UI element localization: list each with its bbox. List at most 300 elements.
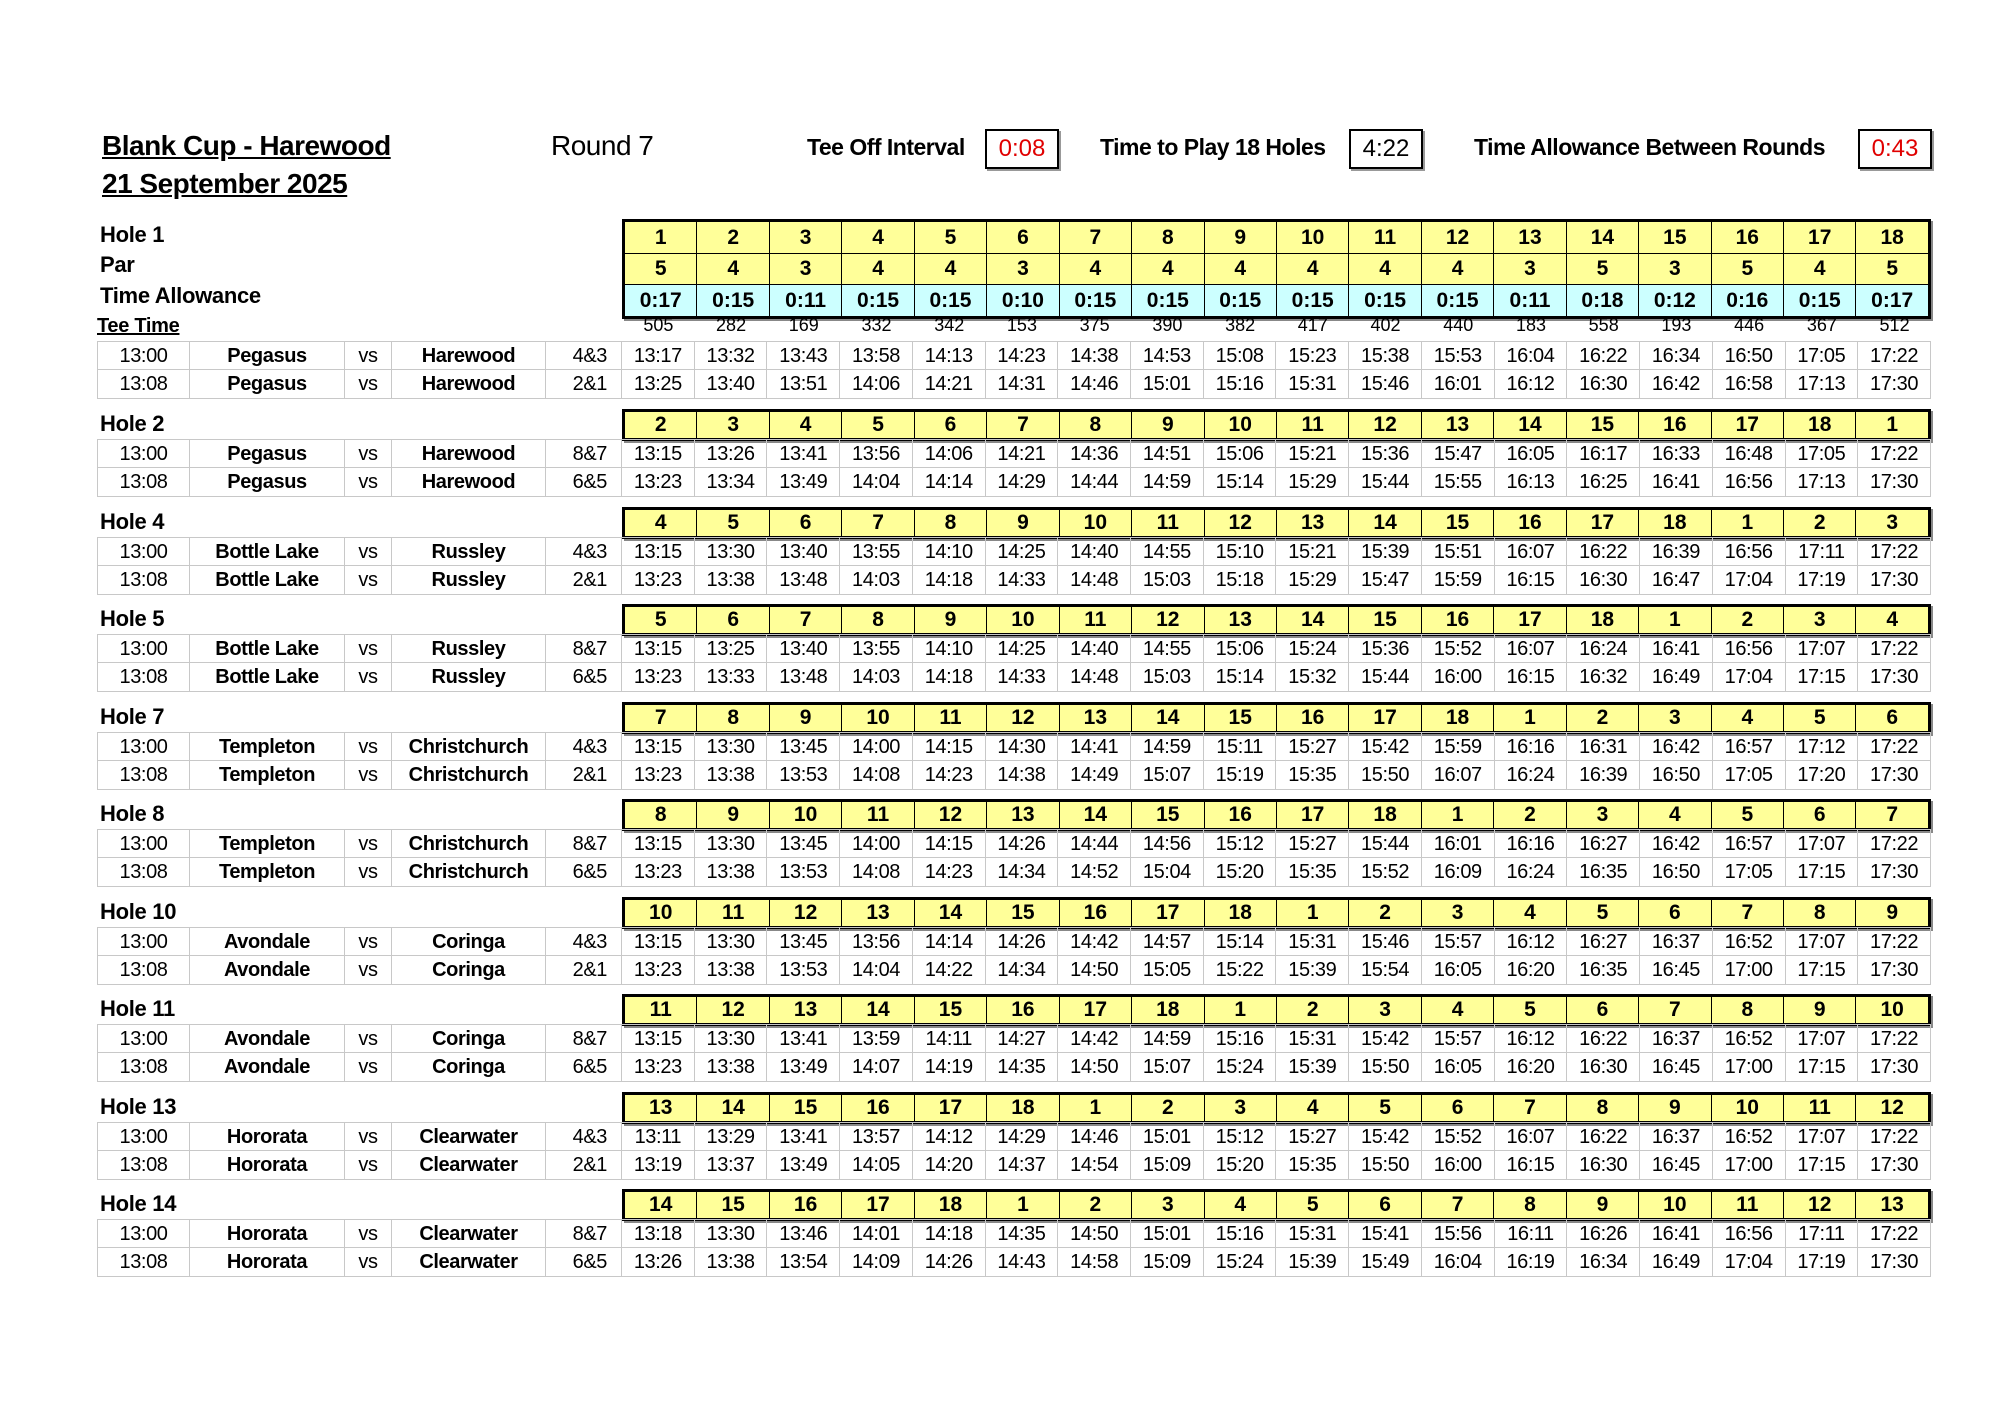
yardage-cell: 282 [716, 315, 747, 335]
hole-sequence-row [625, 802, 1928, 828]
match-row[interactable] [97, 663, 1931, 692]
hole-time-cell: 14:29 [986, 468, 1059, 496]
hole-time-cell: 13:40 [767, 538, 840, 565]
hole-time-cell: 13:55 [840, 635, 913, 662]
vs-cell: vs [345, 370, 392, 398]
hole-number-cell: 7 [1421, 1192, 1493, 1218]
tee-time-cell: 13:08 [97, 956, 190, 984]
hole-number-cell: 14 [625, 1192, 696, 1218]
vs-cell: vs [345, 1151, 392, 1179]
hole-time-cell: 15:11 [1204, 733, 1277, 760]
hole-time-cell: 15:36 [1349, 635, 1422, 662]
team-2-cell: Russley [392, 635, 546, 662]
hole-number-cell: 6 [696, 607, 768, 633]
hole-number-cell: 12 [1204, 510, 1276, 536]
allowance-cell: 0:11 [1493, 285, 1565, 316]
hole-number-cell: 11 [1711, 1192, 1783, 1218]
hole-time-cell: 13:40 [695, 370, 768, 398]
hole-time-cell: 14:11 [913, 1025, 986, 1052]
hole-time-cell: 16:33 [1640, 440, 1713, 467]
hole-time-cell: 16:04 [1422, 1248, 1495, 1276]
time-to-play-label: Time to Play 18 Holes [1100, 134, 1326, 160]
hole-time-cell: 15:14 [1204, 928, 1277, 955]
hole-time-cell: 16:07 [1495, 1123, 1568, 1150]
hole-time-cell: 15:08 [1204, 342, 1277, 369]
hole-time-cell: 15:57 [1422, 1025, 1495, 1052]
match-row[interactable] [97, 732, 1931, 761]
hole-time-cell: 13:25 [622, 370, 695, 398]
hole-number-cell: 8 [1566, 1095, 1638, 1121]
hole-time-cell: 16:39 [1640, 538, 1713, 565]
hole-time-cell: 16:20 [1495, 956, 1568, 984]
hole-time-cell: 14:33 [986, 663, 1059, 691]
tee-time-cell: 13:08 [97, 761, 190, 789]
hole-sequence-row [625, 1095, 1928, 1121]
team-2-cell: Russley [392, 566, 546, 594]
hole-time-cell: 13:43 [767, 342, 840, 369]
hole-time-cell: 15:49 [1349, 1248, 1422, 1276]
hole-time-cell: 15:46 [1349, 370, 1422, 398]
allowance-row [625, 284, 1928, 316]
hole-time-cell: 14:33 [986, 566, 1059, 594]
hole-time-cell: 14:22 [913, 956, 986, 984]
hole-number-cell: 10 [1204, 412, 1276, 438]
yardage-row [622, 315, 1931, 336]
allowance-cell: 0:15 [1204, 285, 1276, 316]
hole-time-cell: 13:40 [767, 635, 840, 662]
hole-time-cell: 17:11 [1786, 1220, 1859, 1247]
match-row[interactable] [97, 1248, 1931, 1277]
hole-time-cell: 17:19 [1786, 566, 1859, 594]
hole-time-cell: 15:42 [1349, 733, 1422, 760]
hole-time-cell: 16:52 [1713, 1123, 1786, 1150]
hole-number-cell: 4 [769, 412, 841, 438]
hole-time-cell: 14:23 [913, 761, 986, 789]
hole-time-cell: 15:47 [1422, 440, 1495, 467]
hole-number-cell: 16 [1421, 607, 1493, 633]
team-1-cell: Pegasus [190, 440, 345, 467]
hole-time-cell: 16:17 [1567, 440, 1640, 467]
hole-time-cell: 16:37 [1640, 1025, 1713, 1052]
tee-time-cell: 13:08 [97, 663, 190, 691]
hole-sequence-row [625, 997, 1928, 1023]
hole-time-cell: 17:07 [1786, 1025, 1859, 1052]
hole-time-cell: 14:34 [986, 858, 1059, 886]
hole-number-cell: 15 [1638, 222, 1710, 253]
tee-time-cell: 13:00 [97, 1123, 190, 1150]
match-row[interactable] [97, 341, 1931, 370]
tee-time-cell: 13:00 [97, 1025, 190, 1052]
vs-cell: vs [345, 733, 392, 760]
hole-time-cell: 14:57 [1131, 928, 1204, 955]
hole-number-cell: 17 [1348, 705, 1420, 731]
hole-time-cell: 15:24 [1204, 1248, 1277, 1276]
hole-number-cell: 18 [1783, 412, 1855, 438]
par-cell: 4 [914, 254, 986, 284]
match-row[interactable] [97, 1151, 1931, 1180]
hole-number-cell: 15 [769, 1095, 841, 1121]
block-hole-label: Hole 2 [100, 411, 165, 436]
par-cell: 4 [1131, 254, 1203, 284]
vs-cell: vs [345, 440, 392, 467]
hole-time-cell: 15:44 [1349, 468, 1422, 496]
hole-time-cell: 15:39 [1276, 956, 1349, 984]
hole-number-cell: 3 [1348, 997, 1420, 1023]
hole-number-cell: 1 [1855, 412, 1927, 438]
hole-number-cell: 2 [1131, 1095, 1203, 1121]
hole-time-cell: 16:24 [1567, 635, 1640, 662]
hole-number-cell: 1 [1711, 510, 1783, 536]
match-row[interactable] [97, 468, 1931, 497]
match-row[interactable] [97, 439, 1931, 468]
hole-time-cell: 16:39 [1567, 761, 1640, 789]
match-row[interactable] [97, 634, 1931, 663]
hole-number-cell: 4 [1493, 900, 1565, 926]
hole-number-cell: 16 [1276, 705, 1348, 731]
hole-time-cell: 17:07 [1786, 928, 1859, 955]
hole-number-cell: 7 [1855, 802, 1927, 828]
result-cell: 4&3 [546, 928, 622, 955]
hole-time-cell: 17:22 [1858, 733, 1931, 760]
hole-time-cell: 15:20 [1204, 1151, 1277, 1179]
hole-time-cell: 13:53 [767, 761, 840, 789]
hole-number-cell: 9 [986, 510, 1058, 536]
team-2-cell: Christchurch [392, 733, 546, 760]
result-cell: 6&5 [546, 1053, 622, 1081]
hole-number-cell: 11 [1059, 607, 1131, 633]
allowance-cell: 0:10 [986, 285, 1058, 316]
par-cell: 3 [1493, 254, 1565, 284]
team-2-cell: Russley [392, 538, 546, 565]
hole-time-cell: 16:11 [1495, 1220, 1568, 1247]
hole-time-cell: 14:44 [1058, 830, 1131, 857]
hole-time-cell: 14:03 [840, 663, 913, 691]
hole-time-cell: 13:15 [622, 733, 695, 760]
tee-time-cell: 13:08 [97, 566, 190, 594]
hole-number-cell: 16 [1059, 900, 1131, 926]
hole-number-cell: 5 [841, 412, 913, 438]
hole-number-cell: 16 [1493, 510, 1565, 536]
hole-time-cell: 13:53 [767, 858, 840, 886]
result-cell: 4&3 [546, 733, 622, 760]
result-cell: 6&5 [546, 1248, 622, 1276]
hole-time-cell: 14:21 [986, 440, 1059, 467]
hole-time-cell: 16:42 [1640, 830, 1713, 857]
hole-number-cell: 5 [1493, 997, 1565, 1023]
hole-number-cell: 17 [1783, 222, 1855, 253]
yardage-cell: 505 [643, 315, 674, 335]
block-hole-label: Hole 11 [100, 996, 175, 1021]
allowance-cell: 0:11 [769, 285, 841, 316]
hole-time-cell: 16:15 [1495, 663, 1568, 691]
team-2-cell: Harewood [392, 468, 546, 496]
hole-time-cell: 14:25 [986, 635, 1059, 662]
team-1-cell: Avondale [190, 928, 345, 955]
hole-time-cell: 17:22 [1858, 635, 1931, 662]
match-row[interactable] [97, 829, 1931, 858]
hole-time-cell: 16:49 [1640, 1248, 1713, 1276]
hole-time-cell: 17:04 [1713, 566, 1786, 594]
hole-number-cell: 6 [1566, 997, 1638, 1023]
match-row[interactable] [97, 1053, 1931, 1082]
hole-number-cell: 18 [1204, 900, 1276, 926]
match-row[interactable] [97, 858, 1931, 887]
hole-time-cell: 14:30 [986, 733, 1059, 760]
hole-time-cell: 16:37 [1640, 1123, 1713, 1150]
hole-number-cell: 11 [1783, 1095, 1855, 1121]
hole-number-cell: 3 [1783, 607, 1855, 633]
yardage-cell: 440 [1443, 315, 1474, 335]
hole-number-cell: 9 [1638, 1095, 1710, 1121]
hole-time-cell: 15:59 [1422, 733, 1495, 760]
hole-time-cell: 13:53 [767, 956, 840, 984]
allowance-cell: 0:15 [1783, 285, 1855, 316]
hole-time-cell: 16:47 [1640, 566, 1713, 594]
match-row[interactable] [97, 566, 1931, 595]
tee-time-cell: 13:00 [97, 928, 190, 955]
result-cell: 4&3 [546, 538, 622, 565]
hole-time-cell: 17:04 [1713, 663, 1786, 691]
hole-time-cell: 13:15 [622, 538, 695, 565]
hole-number-cell: 9 [769, 705, 841, 731]
team-1-cell: Templeton [190, 733, 345, 760]
event-title: Blank Cup - Harewood [102, 130, 391, 161]
hole-sequence-row [625, 412, 1928, 438]
hole-time-cell: 15:32 [1276, 663, 1349, 691]
hole-time-cell: 16:15 [1495, 1151, 1568, 1179]
allowance-cell: 0:15 [1131, 285, 1203, 316]
hole-time-cell: 16:45 [1640, 1053, 1713, 1081]
hole-time-cell: 14:37 [986, 1151, 1059, 1179]
hole-time-cell: 14:18 [913, 566, 986, 594]
hole-time-cell: 15:38 [1349, 342, 1422, 369]
hole-time-cell: 16:50 [1640, 858, 1713, 886]
yardage-cell: 512 [1879, 315, 1910, 335]
hole-number-cell: 1 [1276, 900, 1348, 926]
hole-number-cell: 14 [1276, 607, 1348, 633]
hole-sequence-row [625, 705, 1928, 731]
hole-time-cell: 17:05 [1786, 342, 1859, 369]
match-row[interactable] [97, 1219, 1931, 1248]
match-row[interactable] [97, 956, 1931, 985]
hole-time-cell: 17:04 [1713, 1248, 1786, 1276]
hole-time-cell: 16:05 [1422, 1053, 1495, 1081]
hole-time-cell: 16:01 [1422, 830, 1495, 857]
hole-number-cell: 17 [1493, 607, 1565, 633]
hole-time-cell: 17:19 [1786, 1248, 1859, 1276]
hole-time-cell: 14:44 [1058, 468, 1131, 496]
hole-number-cell: 11 [625, 997, 696, 1023]
yardage-cell: 417 [1297, 315, 1328, 335]
hole-time-cell: 14:04 [840, 468, 913, 496]
hole-number-cell: 6 [914, 412, 986, 438]
hole-number-cell: 3 [696, 412, 768, 438]
hole-number-cell: 11 [1276, 412, 1348, 438]
match-row[interactable] [97, 761, 1931, 790]
yardage-cell: 342 [934, 315, 965, 335]
team-2-cell: Coringa [392, 956, 546, 984]
result-cell: 2&1 [546, 956, 622, 984]
hole-number-cell: 5 [1566, 900, 1638, 926]
hole-time-cell: 13:38 [695, 566, 768, 594]
hole-number-cell: 9 [914, 607, 986, 633]
hole-time-cell: 15:01 [1131, 370, 1204, 398]
hole-number-cell: 2 [1493, 802, 1565, 828]
result-cell: 8&7 [546, 635, 622, 662]
team-2-cell: Christchurch [392, 830, 546, 857]
hole-time-cell: 13:51 [767, 370, 840, 398]
hole-time-cell: 13:38 [695, 858, 768, 886]
hole-number-cell: 8 [1783, 900, 1855, 926]
hole-time-cell: 14:58 [1058, 1248, 1131, 1276]
hole-number-cell: 10 [1638, 1192, 1710, 1218]
block-hole-label: Hole 13 [100, 1093, 177, 1119]
hole-time-cell: 13:38 [695, 761, 768, 789]
hole-time-cell: 14:46 [1058, 1123, 1131, 1150]
allowance-between-rounds-label: Time Allowance Between Rounds [1474, 134, 1826, 160]
hole-time-cell: 14:29 [986, 1123, 1059, 1150]
hole-time-cell: 14:59 [1131, 733, 1204, 760]
allowance-cell: 0:12 [1638, 285, 1710, 316]
hole-time-cell: 16:09 [1422, 858, 1495, 886]
hole-time-cell: 13:15 [622, 1025, 695, 1052]
team-1-cell: Bottle Lake [190, 538, 345, 565]
hole-time-cell: 16:30 [1567, 566, 1640, 594]
hole-time-cell: 15:50 [1349, 1053, 1422, 1081]
hole-time-cell: 15:31 [1276, 1220, 1349, 1247]
team-1-cell: Bottle Lake [190, 663, 345, 691]
par-cell: 5 [1711, 254, 1783, 284]
hole-number-cell: 13 [769, 997, 841, 1023]
hole-time-cell: 15:01 [1131, 1123, 1204, 1150]
allowance-cell: 0:15 [1276, 285, 1348, 316]
hole-time-cell: 16:41 [1640, 635, 1713, 662]
hole-time-cell: 15:18 [1204, 566, 1277, 594]
hole-time-cell: 15:56 [1422, 1220, 1495, 1247]
hole-time-cell: 14:59 [1131, 468, 1204, 496]
match-row[interactable] [97, 927, 1931, 956]
allowance-cell: 0:17 [1855, 285, 1927, 316]
team-1-cell: Avondale [190, 956, 345, 984]
hole-number-cell: 14 [1131, 705, 1203, 731]
tee-time-cell: 13:00 [97, 733, 190, 760]
hole-number-cell: 11 [914, 705, 986, 731]
hole-time-cell: 13:26 [622, 1248, 695, 1276]
result-cell: 4&3 [546, 1123, 622, 1150]
allowance-cell: 0:15 [696, 285, 768, 316]
hole-number-cell: 13 [1204, 607, 1276, 633]
hole-number-cell: 3 [1131, 1192, 1203, 1218]
hole-par-allowance-grid [622, 219, 1931, 319]
hole-time-cell: 15:20 [1204, 858, 1277, 886]
hole-number-cell: 8 [1493, 1192, 1565, 1218]
yardage-cell: 153 [1006, 315, 1037, 335]
hole-time-cell: 13:32 [695, 342, 768, 369]
time-allowance-label: Time Allowance [100, 283, 261, 308]
hole-number-cell: 3 [1566, 802, 1638, 828]
hole-number-cell: 12 [1131, 607, 1203, 633]
hole-time-cell: 13:23 [622, 566, 695, 594]
hole-number-cell: 12 [1421, 222, 1493, 253]
hole-time-cell: 14:48 [1058, 566, 1131, 594]
hole-time-cell: 17:07 [1786, 830, 1859, 857]
allowance-cell: 0:17 [625, 285, 696, 316]
hole-time-cell: 13:30 [695, 733, 768, 760]
match-row[interactable] [97, 1122, 1931, 1151]
team-2-cell: Christchurch [392, 761, 546, 789]
vs-cell: vs [345, 858, 392, 886]
match-row[interactable] [97, 370, 1931, 399]
hole-number-cell: 16 [1711, 222, 1783, 253]
hole-time-cell: 14:13 [913, 342, 986, 369]
hole-time-cell: 13:18 [622, 1220, 695, 1247]
team-1-cell: Pegasus [190, 342, 345, 369]
hole-time-cell: 13:25 [695, 635, 768, 662]
hole-time-cell: 13:57 [840, 1123, 913, 1150]
hole-time-cell: 17:00 [1713, 1053, 1786, 1081]
hole-time-cell: 14:42 [1058, 1025, 1131, 1052]
block-hole-sequence [622, 702, 1931, 734]
hole-number-cell: 7 [769, 607, 841, 633]
team-2-cell: Russley [392, 663, 546, 691]
match-row[interactable] [97, 537, 1931, 566]
result-cell: 2&1 [546, 761, 622, 789]
hole-time-cell: 14:43 [986, 1248, 1059, 1276]
hole-number-cell: 17 [1566, 510, 1638, 536]
hole-number-cell: 18 [914, 1192, 986, 1218]
hole-number-cell: 5 [696, 510, 768, 536]
hole-time-cell: 14:14 [913, 928, 986, 955]
hole-time-cell: 14:08 [840, 858, 913, 886]
tee-time-cell: 13:08 [97, 468, 190, 496]
hole-time-cell: 14:25 [986, 538, 1059, 565]
block-hole-label: Hole 8 [100, 801, 165, 826]
par-cell: 4 [1059, 254, 1131, 284]
hole-time-cell: 17:30 [1858, 1248, 1931, 1276]
yardage-cell: 367 [1806, 315, 1837, 335]
hole-time-cell: 15:52 [1422, 1123, 1495, 1150]
par-cell: 3 [1638, 254, 1710, 284]
hole-time-cell: 17:30 [1858, 1053, 1931, 1081]
hole-time-cell: 16:56 [1713, 1220, 1786, 1247]
match-row[interactable] [97, 1024, 1931, 1053]
hole-time-cell: 14:20 [913, 1151, 986, 1179]
hole-time-cell: 14:35 [986, 1053, 1059, 1081]
hole-number-cell: 4 [1711, 705, 1783, 731]
hole-time-cell: 13:49 [767, 468, 840, 496]
hole-time-cell: 15:03 [1131, 663, 1204, 691]
hole-time-cell: 15:35 [1276, 761, 1349, 789]
hole-time-cell: 14:15 [913, 830, 986, 857]
hole-number-cell: 1 [625, 222, 696, 253]
hole-time-cell: 13:45 [767, 928, 840, 955]
hole-number-cell: 12 [1783, 1192, 1855, 1218]
vs-cell: vs [345, 1025, 392, 1052]
tee-time-cell: 13:08 [97, 858, 190, 886]
hole-number-cell: 5 [914, 222, 986, 253]
hole-time-cell: 14:38 [986, 761, 1059, 789]
hole-time-cell: 16:42 [1640, 370, 1713, 398]
hole-time-cell: 15:42 [1349, 1123, 1422, 1150]
hole-time-cell: 15:07 [1131, 761, 1204, 789]
hole-time-cell: 14:08 [840, 761, 913, 789]
hole-time-cell: 15:09 [1131, 1151, 1204, 1179]
hole-time-cell: 13:30 [695, 538, 768, 565]
hole-number-cell: 4 [1276, 1095, 1348, 1121]
hole-time-cell: 16:42 [1640, 733, 1713, 760]
hole-time-cell: 16:48 [1713, 440, 1786, 467]
hole-time-cell: 16:00 [1422, 1151, 1495, 1179]
